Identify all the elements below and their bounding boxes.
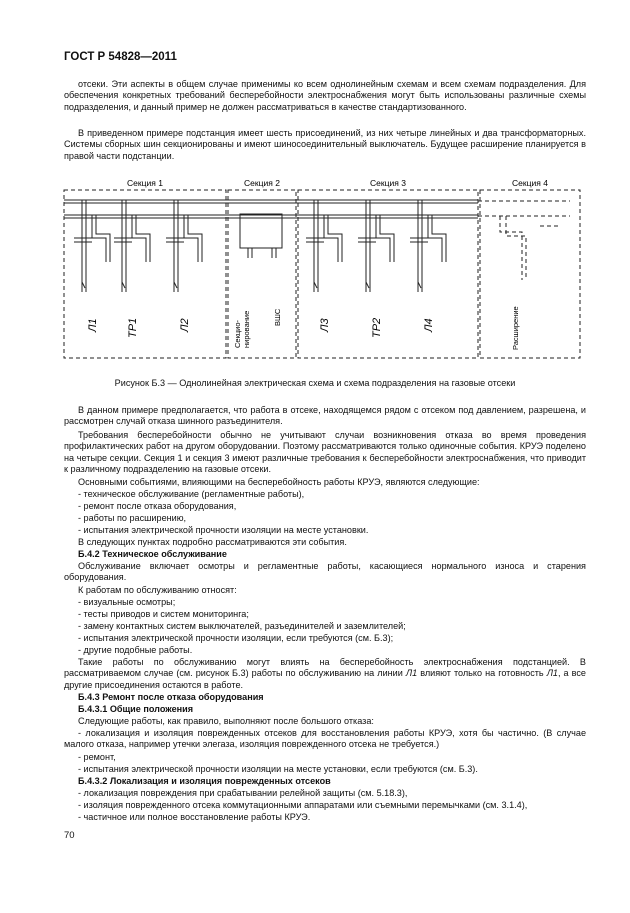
body-paragraph: Такие работы по обслуживанию могут влиять на бесперебойность электроснабжения подстанцией. В рассматриваемом случае (см. рисунок Б.3) работы по обслуживанию на линии Л1 влияют только на готовность Л1, а все другие присоединения остаются в работе.	[64, 657, 586, 690]
list-item: - испытания электрической прочности изоляции на месте установки.	[78, 525, 369, 535]
page-number: 70	[64, 830, 75, 841]
sectioning-label: нирование	[242, 310, 251, 348]
section-label: Секция 2	[244, 178, 280, 188]
body-paragraph-1: В данном примере предполагается, что работа в отсеке, находящемся рядом с отсеком под давлением, разрешена, и рассмотрен случай отказа шинного разъединителя.	[64, 405, 586, 427]
coupler-label: ВШС	[273, 308, 282, 326]
section-label: Секция 4	[512, 178, 548, 188]
intro-paragraph-2: В приведенном примере подстанция имеет шесть присоединений, из них четыре линейных и два трансформаторных. Системы сборных шин секционированы и имеют шиносоединительный выключатель. Будущее расширение планируется в правой части подстанции.	[64, 128, 586, 161]
list-item: - другие подобные работы.	[78, 645, 193, 655]
single-line-diagram	[0, 0, 630, 400]
document-header: ГОСТ Р 54828—2011	[64, 51, 177, 63]
feeder-label: Л1	[87, 318, 99, 332]
list-item: - испытания электрической прочности изоляции на месте установки, если требуются (см. Б.3).	[78, 764, 478, 774]
section-heading: Б.4.3 Ремонт после отказа оборудования	[78, 692, 264, 702]
list-item: - техническое обслуживание (регламентные работы),	[78, 489, 305, 499]
feeder-label: Л3	[319, 318, 331, 332]
feeder-label: ТР1	[127, 317, 139, 338]
figure-caption: Рисунок Б.3 — Однолинейная электрическая схема и схема подразделения на газовые отсеки	[114, 378, 516, 388]
body-text: К работам по обслуживанию относят:	[78, 585, 237, 595]
body-paragraph: Обслуживание включает осмотры и регламентные работы, касающиеся нормального износа и старения оборудования.	[64, 561, 586, 583]
list-item: - частичное или полное восстановление работы КРУЭ.	[78, 812, 311, 822]
list-item: - ремонт после отказа оборудования,	[78, 501, 237, 511]
section-label: Секция 3	[370, 178, 406, 188]
list-item: - локализация и изоляция поврежденных отсеков для восстановления работы КРУЭ, хотя бы частично. (В случае малого отказа, например утечки элегаза, изоляция поврежденного отсека не требуется.)	[64, 728, 586, 750]
list-item: - тесты приводов и систем мониторинга;	[78, 609, 249, 619]
section-heading: Б.4.2 Техническое обслуживание	[78, 549, 227, 559]
list-item: - замену контактных систем выключателей, разъединителей и заземлителей;	[78, 621, 406, 631]
body-paragraph-3: Основными событиями, влияющими на бесперебойность работы КРУЭ, являются следующие:	[78, 477, 480, 487]
expansion-label: Расширение	[511, 306, 520, 350]
list-item: - испытания электрической прочности изоляции, если требуются (см. Б.3);	[78, 633, 394, 643]
sectioning-label: Секцио-	[233, 319, 242, 348]
subsection-heading: Б.4.3.2 Локализация и изоляция поврежденных отсеков	[78, 776, 331, 786]
feeder-label: Л4	[423, 318, 435, 332]
list-item: - визуальные осмотры;	[78, 597, 176, 607]
list-item: - ремонт,	[78, 752, 116, 762]
body-text: В следующих пунктах подробно рассматриваются эти события.	[78, 537, 347, 547]
list-item: - локализация повреждения при срабатывании релейной защиты (см. 5.18.3),	[78, 788, 408, 798]
subsection-heading: Б.4.3.1 Общие положения	[78, 704, 194, 714]
list-item: - изоляция поврежденного отсека коммутационными аппаратами или съемными перемычками (см. 3.1.4),	[78, 800, 528, 810]
body-paragraph-2: Требования бесперебойности обычно не учитывают случаи возникновения отказа во время проведения профилактических работ на другом оборудовании. Поэтому рассматриваются только одиночные события. КРУЭ поделено на четыре секции. Секция 1 и секция 3 имеют различные требования к бесперебойности электроснабжения, что приводит к различному подразделению на газовые отсеки.	[64, 430, 586, 475]
section-label: Секция 1	[127, 178, 163, 188]
intro-paragraph-1: отсеки. Эти аспекты в общем случае применимы ко всем однолинейным схемам и всем схемам подразделения. Для обеспечения конкретных требований бесперебойности электроснабжения могут быть использованы различные схемы подразделения, и данный пример не должен рассматриваться в качестве стандартизованного.	[64, 79, 586, 112]
feeder-label: Л2	[179, 318, 191, 332]
feeder-label: ТР2	[371, 317, 383, 338]
body-text: Следующие работы, как правило, выполняют после большого отказа:	[78, 716, 374, 726]
list-item: - работы по расширению,	[78, 513, 187, 523]
